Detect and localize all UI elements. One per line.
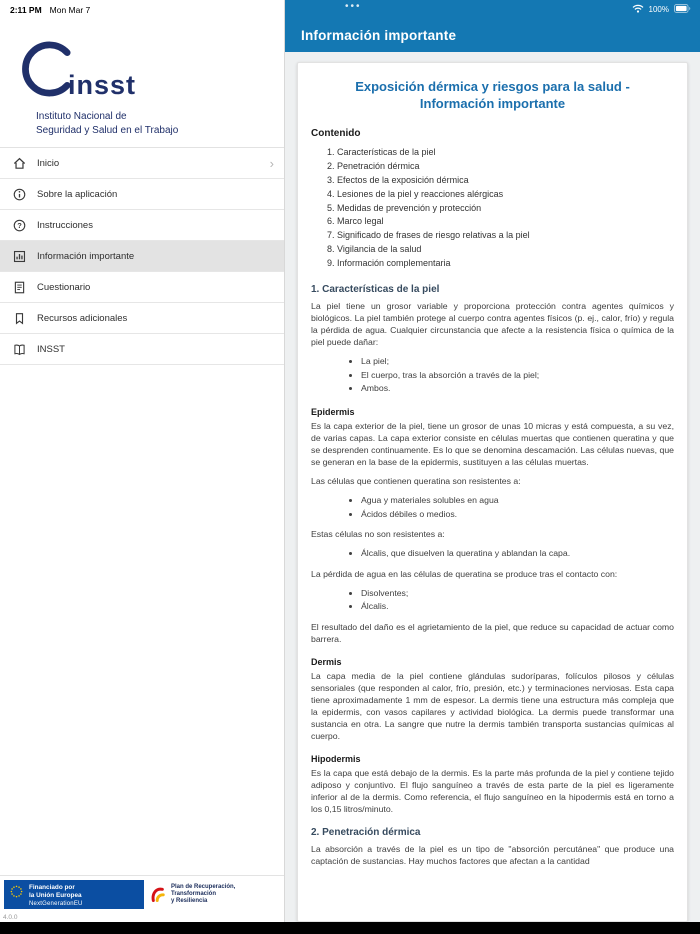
sidebar-menu: [0, 147, 284, 365]
resources-icon: [12, 311, 27, 326]
bullet-item: • El cuerpo, tras la absorción a través de la piel;: [361, 369, 674, 382]
book-icon: [12, 342, 27, 357]
status-bar-right: [632, 4, 691, 15]
app-version: 4.0.0: [3, 914, 18, 921]
bullet-list: [311, 494, 674, 520]
toc-item: 2. Penetración dérmica: [337, 160, 674, 174]
sidebar-footer: [0, 875, 284, 922]
status-bar-left: [0, 0, 284, 20]
home-indicator-bar: [0, 922, 700, 934]
recovery-plan-mark-icon: [149, 885, 168, 904]
wifi-icon: [632, 4, 644, 15]
recovery-plan-line1: Plan de Recuperación,: [171, 883, 236, 890]
article-title: Exposición dérmica y riesgos para la salud - Información importante: [355, 79, 630, 111]
sidebar-item-inicio[interactable]: [0, 148, 284, 179]
insst-logo-arc-icon: [20, 38, 72, 105]
content-header: [285, 0, 700, 52]
sidebar-item-informacion-importante[interactable]: [0, 241, 284, 272]
sidebar-item-recursos-adicionales[interactable]: [0, 303, 284, 334]
svg-text:?: ?: [17, 220, 22, 230]
page-title: Información importante: [301, 28, 457, 43]
bullet-item: • Ácidos débiles o medios.: [361, 508, 674, 521]
bullet-item: • Disolventes;: [361, 587, 674, 600]
info-icon: [12, 187, 27, 202]
toc-item: 7. Significado de frases de riesgo relativas a la piel: [337, 229, 674, 243]
insst-wordmark: insst: [68, 70, 137, 100]
status-date: Mon Mar 7: [49, 5, 91, 15]
content-scroll-area[interactable]: [285, 52, 700, 922]
toc-item: 5. Medidas de prevención y protección: [337, 202, 674, 216]
toc-item: 9. Información complementaria: [337, 257, 674, 271]
paragraph: Estas células no son resistentes a:: [311, 529, 445, 540]
bullet-list: [311, 587, 674, 613]
battery-icon: [674, 4, 691, 15]
sidebar-item-label: Recursos adicionales: [37, 312, 128, 324]
window-controls-icon[interactable]: •••: [345, 1, 362, 12]
paragraph: La piel tiene un grosor variable y proporciona protección contra agentes químicos y biológicos. La piel también protege al cuerpo contra agentes físicos (p. ej., calor, frío) y regula la pérdida de agua. Cualquier circunstancia que afecte a la resistencia física o química de la piel puede dañar:: [311, 301, 674, 348]
sidebar-item-cuestionario[interactable]: [0, 272, 284, 303]
home-icon: [12, 156, 27, 171]
questionnaire-icon: [12, 280, 27, 295]
logo-subtitle-line2: Seguridad y Salud en el Trabajo: [36, 124, 179, 136]
toc-item: 8. Vigilancia de la salud: [337, 243, 674, 257]
bullet-item: • Ambos.: [361, 382, 674, 395]
bullet-item: • Agua y materiales solubles en agua: [361, 494, 674, 507]
recovery-plan-logo: [149, 884, 235, 906]
sidebar-item-label: Instrucciones: [37, 219, 93, 231]
insst-logo: [0, 20, 284, 147]
eu-funding-logo: [4, 880, 144, 909]
sidebar-item-label: Cuestionario: [37, 281, 91, 293]
eu-funding-line3: NextGenerationEU: [29, 901, 83, 907]
paragraph: La pérdida de agua en las células de queratina se produce tras el contacto con:: [311, 568, 618, 579]
section-heading: 1. Características de la piel: [311, 284, 440, 296]
eu-funding-line2: la Unión Europea: [29, 891, 82, 899]
recovery-plan-line3: y Resiliencia: [171, 898, 208, 905]
insst-logo-subtitle: [20, 110, 270, 137]
sidebar-item-label: Sobre la aplicación: [37, 188, 118, 200]
section-heading: Hipodermis: [311, 754, 361, 765]
section-heading: 2. Penetración dérmica: [311, 827, 421, 839]
section-heading: Dermis: [311, 657, 342, 668]
recovery-plan-line2: Transformación: [171, 890, 217, 897]
toc-item: 1. Características de la piel: [337, 146, 674, 160]
help-icon: [12, 218, 27, 233]
sidebar-item-label: Información importante: [37, 250, 135, 262]
section-heading: Epidermis: [311, 407, 355, 418]
sidebar-item-label: INSST: [37, 343, 65, 355]
paragraph: El resultado del daño es el agrietamiento de la piel, que reduce su capacidad de actuar como barrera.: [311, 622, 674, 645]
sidebar-item-instrucciones[interactable]: [0, 210, 284, 241]
sidebar: [0, 0, 285, 922]
paragraph: Es la capa exterior de la piel, tiene un grosor de unas 10 micras y está compuesta, a su vez, de varias capas. La capa exterior consiste en células muertas que contienen queratina y que se desprenden continuamente. Es lo que se denomina descamación. Las células nuevas, que se generan en la base de la epidermis, sustituyen a las células muertas.: [311, 421, 674, 468]
bullet-item: • La piel;: [361, 355, 674, 368]
content-pane: [285, 0, 700, 922]
paragraph: La absorción a través de la piel es un tipo de "absorción percutánea" que produce una captación de sustancias. Hay muchos factores que afectan a la cantidad: [311, 844, 674, 867]
eu-flag-icon: [8, 883, 25, 900]
paragraph: Las células que contienen queratina son resistentes a:: [311, 476, 521, 487]
toc-item: 3. Efectos de la exposición dérmica: [337, 174, 674, 188]
toc-item: 4. Lesiones de la piel y reacciones alérgicas: [337, 188, 674, 202]
bullet-item: • Álcalis.: [361, 600, 674, 613]
paragraph: La capa media de la piel contiene glándulas sudoríparas, folículos pilosos y células sensoriales (que responden al calor, frío, presión, etc.) y terminaciones nerviosas. Esta capa tiene aproximadamente 1 mm de espesor. La dermis tiene una estructura más compleja que la epidermis, con vasos capilares y actividad biológica. La dermis puede transformar una sustancia en otra. La sangre que nutre la dermis también transporta sustancias químicas al cuerpo.: [311, 671, 674, 742]
chevron-right-icon: ›: [269, 155, 274, 171]
paragraph: Es la capa que está debajo de la dermis. Es la parte más profunda de la piel y contiene tejido adiposo y conjuntivo. El flujo sanguíneo a través de esta parte de la piel es ligeramente inferior al de la dermis. Como referencia, el flujo sanguíneo en la hipodermis está en torno a los 0,15 litros/minuto.: [311, 768, 674, 815]
toc-heading: Contenido: [311, 127, 361, 139]
toc-list: [311, 146, 674, 271]
sidebar-item-label: Inicio: [37, 157, 60, 169]
sidebar-item-insst[interactable]: [0, 334, 284, 365]
eu-funding-line1: Financiado por: [29, 883, 75, 891]
logo-subtitle-line1: Instituto Nacional de: [36, 111, 127, 122]
toc-item: 6. Marco legal: [337, 215, 674, 229]
report-icon: [12, 249, 27, 264]
status-time: 2:11 PM: [10, 5, 42, 15]
bullet-item: • Álcalis, que disuelven la queratina y ablandan la capa.: [361, 547, 674, 560]
sidebar-item-sobre-la-aplicacion[interactable]: [0, 179, 284, 210]
battery-percent: 100%: [648, 5, 669, 14]
bullet-list: [311, 547, 674, 560]
article-body: [311, 284, 674, 867]
article-card: [297, 62, 688, 922]
bullet-list: [311, 355, 674, 395]
